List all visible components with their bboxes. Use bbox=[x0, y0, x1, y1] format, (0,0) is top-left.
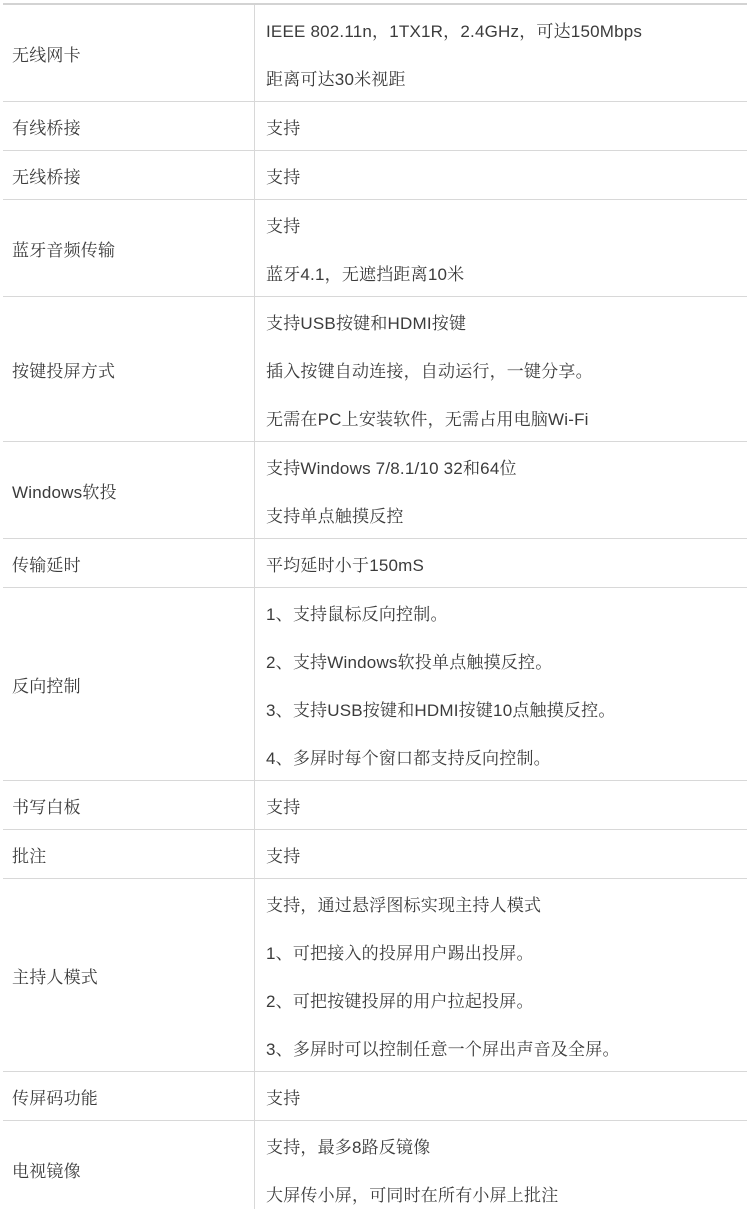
table-row bbox=[3, 539, 747, 588]
spec-value-line: 支持Windows 7/8.1/10 32和64位 bbox=[266, 458, 517, 478]
spec-value-line: 大屏传小屏，可同时在所有小屏上批注 bbox=[266, 1185, 559, 1205]
spec-value-line: 平均延时小于150mS bbox=[266, 555, 425, 575]
spec-table bbox=[3, 3, 747, 1209]
spec-value-line: 支持USB按键和HDMI按键 bbox=[266, 313, 467, 333]
spec-value-line: 3、多屏时可以控制任意一个屏出声音及全屏。 bbox=[266, 1039, 620, 1059]
spec-label-cell bbox=[3, 5, 255, 101]
spec-label: 无线网卡 bbox=[12, 45, 81, 65]
table-row bbox=[3, 151, 747, 200]
table-row bbox=[3, 879, 747, 1072]
spec-label: 主持人模式 bbox=[12, 967, 98, 987]
spec-label: 书写白板 bbox=[12, 797, 81, 817]
spec-label: 电视镜像 bbox=[12, 1161, 81, 1181]
spec-label: 反向控制 bbox=[12, 676, 81, 696]
spec-label-cell bbox=[3, 102, 255, 150]
spec-value-line: 距离可达30米视距 bbox=[266, 69, 406, 89]
spec-label: 批注 bbox=[12, 846, 47, 866]
spec-value-cell bbox=[255, 297, 747, 441]
table-row bbox=[3, 1121, 747, 1209]
spec-value-cell bbox=[255, 588, 747, 780]
spec-value-cell bbox=[255, 1072, 747, 1120]
table-row bbox=[3, 588, 747, 781]
spec-value-cell bbox=[255, 442, 747, 538]
spec-label-cell bbox=[3, 588, 255, 780]
table-row bbox=[3, 200, 747, 297]
table-row bbox=[3, 102, 747, 151]
spec-value-cell bbox=[255, 200, 747, 296]
spec-value-cell bbox=[255, 151, 747, 199]
table-row bbox=[3, 442, 747, 539]
spec-label-cell bbox=[3, 442, 255, 538]
spec-label: Windows软投 bbox=[12, 482, 117, 502]
spec-value-cell bbox=[255, 830, 747, 878]
spec-value-line: 支持 bbox=[266, 216, 301, 236]
spec-value-cell bbox=[255, 102, 747, 150]
spec-value-line: 支持 bbox=[266, 1088, 301, 1108]
spec-value-line: 无需在PC上安装软件，无需占用电脑Wi-Fi bbox=[266, 409, 589, 429]
spec-value-line: 支持单点触摸反控 bbox=[266, 506, 404, 526]
spec-label-cell bbox=[3, 1121, 255, 1209]
spec-value-line: 2、支持Windows软投单点触摸反控。 bbox=[266, 652, 553, 672]
spec-value-line: 2、可把按键投屏的用户拉起投屏。 bbox=[266, 991, 534, 1011]
spec-value-line: 蓝牙4.1，无遮挡距离10米 bbox=[266, 264, 465, 284]
spec-label-cell bbox=[3, 200, 255, 296]
table-row bbox=[3, 5, 747, 102]
spec-value-line: 插入按键自动连接，自动运行，一键分享。 bbox=[266, 361, 593, 381]
table-row bbox=[3, 781, 747, 830]
spec-label: 按键投屏方式 bbox=[12, 361, 116, 381]
spec-label: 传输延时 bbox=[12, 555, 81, 575]
spec-label-cell bbox=[3, 830, 255, 878]
spec-value-line: IEEE 802.11n，1TX1R，2.4GHz，可达150Mbps bbox=[266, 21, 643, 41]
spec-label-cell bbox=[3, 297, 255, 441]
table-row bbox=[3, 297, 747, 442]
spec-label-cell bbox=[3, 781, 255, 829]
spec-value-line: 3、支持USB按键和HDMI按键10点触摸反控。 bbox=[266, 700, 616, 720]
spec-value-cell bbox=[255, 1121, 747, 1209]
table-row bbox=[3, 1072, 747, 1121]
spec-label-cell bbox=[3, 151, 255, 199]
spec-value-cell bbox=[255, 5, 747, 101]
table-row bbox=[3, 830, 747, 879]
spec-value-line: 支持，通过悬浮图标实现主持人模式 bbox=[266, 895, 542, 915]
spec-value-cell bbox=[255, 879, 747, 1071]
spec-value-cell bbox=[255, 781, 747, 829]
spec-label-cell bbox=[3, 1072, 255, 1120]
spec-label: 蓝牙音频传输 bbox=[12, 240, 116, 260]
spec-value-line: 支持，最多8路反镜像 bbox=[266, 1137, 431, 1157]
spec-label: 传屏码功能 bbox=[12, 1088, 98, 1108]
spec-label-cell bbox=[3, 879, 255, 1071]
spec-value-line: 4、多屏时每个窗口都支持反向控制。 bbox=[266, 748, 551, 768]
spec-value-line: 1、可把接入的投屏用户踢出投屏。 bbox=[266, 943, 534, 963]
spec-value-line: 支持 bbox=[266, 167, 301, 187]
spec-label-cell bbox=[3, 539, 255, 587]
spec-value-line: 支持 bbox=[266, 846, 301, 866]
spec-value-cell bbox=[255, 539, 747, 587]
spec-value-line: 1、支持鼠标反向控制。 bbox=[266, 604, 448, 624]
spec-label: 无线桥接 bbox=[12, 167, 81, 187]
spec-value-line: 支持 bbox=[266, 118, 301, 138]
spec-label: 有线桥接 bbox=[12, 118, 81, 138]
spec-value-line: 支持 bbox=[266, 797, 301, 817]
